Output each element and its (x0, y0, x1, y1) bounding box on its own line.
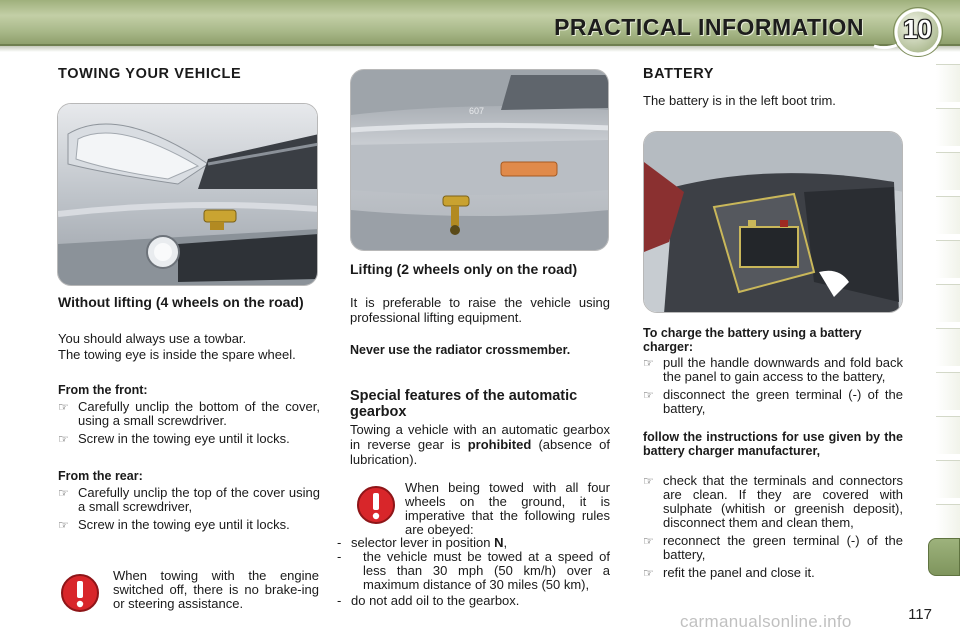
hand-pointer-icon: ☞ (643, 356, 654, 370)
from-front-heading: From the front: (58, 383, 148, 397)
chapter-tab[interactable] (936, 460, 960, 498)
chapter-tab[interactable] (936, 64, 960, 102)
hand-pointer-icon: ☞ (643, 474, 654, 488)
svg-text:607: 607 (469, 106, 485, 116)
front-steps-list (58, 396, 320, 446)
radiator-caution: Never use the radiator crossmember. (350, 343, 571, 357)
hand-pointer-icon: ☞ (58, 432, 69, 446)
list-item: ☞ Screw in the towing eye until it locks. (58, 517, 290, 532)
page-number: 117 (908, 606, 932, 623)
hand-pointer-icon: ☞ (58, 400, 69, 414)
chapter-tab[interactable] (936, 152, 960, 190)
follow-instructions-note: follow the instructions for use given by the battery charger manufacturer, (643, 430, 903, 458)
towing-title: TOWING YOUR VEHICLE (58, 66, 242, 82)
lifting-heading: Lifting (2 wheels only on the road) (350, 261, 578, 277)
header-shadow (0, 46, 960, 52)
list-item: ☞ check that the terminals and connectors are clean. If they are covered with sulphate (whitish or greenish deposit), disconnect them and clean them, (643, 473, 903, 530)
chapter-tab-strip (930, 64, 960, 584)
list-item: - the vehicle must be towed at a speed of less than 30 mph (50 km/h) over a maximum distance of 30 miles (50 km), (337, 549, 610, 592)
list-item: - selector lever in position N, (337, 535, 508, 550)
towbar-text: You should always use a towbar. (58, 331, 247, 346)
chapter-tab[interactable] (936, 284, 960, 322)
rear-bumper-illustration (351, 70, 609, 251)
list-item: ☞ Screw in the towing eye until it locks. (58, 431, 290, 446)
charge-steps-b (643, 470, 903, 580)
list-item: ☞ reconnect the green terminal (-) of the battery, (643, 533, 903, 562)
watermark: carmanualsonline.info (680, 612, 852, 631)
chapter-tab[interactable] (936, 372, 960, 410)
list-item: ☞ Carefully unclip the bottom of the cover, using a small screwdriver. (58, 399, 320, 428)
hand-pointer-icon: ☞ (58, 518, 69, 532)
exclamation-warning-icon (60, 573, 100, 613)
chapter-tab[interactable] (936, 240, 960, 278)
list-item: - do not add oil to the gearbox. (337, 593, 520, 608)
chapter-tab[interactable] (936, 416, 960, 454)
hand-pointer-icon: ☞ (643, 388, 654, 402)
towing-rules-list (337, 536, 610, 608)
charge-steps-a (643, 352, 903, 416)
charge-heading: To charge the battery using a battery charger: (643, 326, 862, 354)
chapter-tab-active[interactable] (928, 538, 960, 576)
front-bumper-photo (57, 103, 318, 286)
chapter-title: PRACTICAL INFORMATION (554, 14, 864, 40)
chapter-tab[interactable] (936, 196, 960, 234)
towing-eye-text: The towing eye is inside the spare wheel. (58, 347, 296, 362)
list-item: ☞ pull the handle downwards and fold back the panel to gain access to the battery, (643, 355, 903, 384)
no-assistance-warning: When towing with the engine switched off, there is no brake-ing or steering assistance. (113, 568, 319, 611)
gearbox-text: Towing a vehicle with an automatic gearbox in reverse gear is prohibited (absence of lubrication). (350, 422, 611, 467)
list-item: ☞ Carefully unclip the top of the cover using a small screwdriver, (58, 485, 320, 514)
battery-title: BATTERY (643, 66, 715, 82)
exclamation-warning-icon (356, 485, 396, 525)
chapter-tab[interactable] (936, 328, 960, 366)
battery-location-text: The battery is in the left boot trim. (643, 93, 836, 108)
list-item: ☞ disconnect the green terminal (-) of the battery, (643, 387, 903, 416)
from-rear-heading: From the rear: (58, 469, 143, 483)
list-item: ☞ refit the panel and close it. (643, 565, 815, 580)
special-features-heading: Special features of the automatic gearbox (350, 388, 578, 420)
boot-battery-photo (643, 131, 903, 313)
hand-pointer-icon: ☞ (58, 486, 69, 500)
without-lifting-heading: Without lifting (4 wheels on the road) (58, 294, 304, 310)
rear-bumper-photo (350, 69, 609, 251)
rear-steps-list (58, 482, 320, 532)
towed-rules-warning: When being towed with all four wheels on the ground, it is imperative that the following rules are obeyed: (405, 480, 610, 537)
lifting-text: It is preferable to raise the vehicle using professional lifting equipment. (350, 295, 610, 325)
boot-battery-illustration (644, 132, 903, 313)
hand-pointer-icon: ☞ (643, 566, 654, 580)
chapter-tab[interactable] (936, 504, 960, 542)
front-bumper-illustration (58, 104, 318, 286)
chapter-number: 10 (903, 14, 932, 44)
chapter-tab[interactable] (936, 108, 960, 146)
hand-pointer-icon: ☞ (643, 534, 654, 548)
